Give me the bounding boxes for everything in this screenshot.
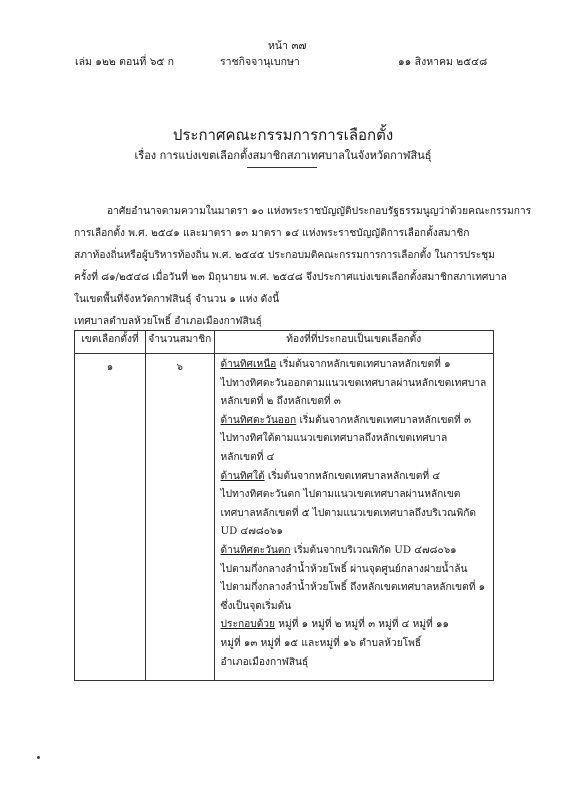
segment-line: หมู่ที่ ๑๓ หมู่ที่ ๑๕ และหมู่ที่ ๑๖ ตำบลห้วยโพธิ์ — [220, 637, 422, 649]
segment-line: เทศบาลหลักเขตที่ ๕ ไปตามแนวเขตเทศบาลถึงบริเวณพิกัด — [220, 507, 476, 519]
gazette-name: ราชกิจจานุเบกษา — [220, 56, 300, 68]
segment-line: ไปทางทิศตะวันออกตามแนวเขตเทศบาลผ่านหลักเขตเทศบาล — [220, 377, 487, 389]
table-header-row — [75, 331, 494, 354]
segment-label-composition: ประกอบด้วย — [220, 619, 276, 631]
body-line: ในเขตพื้นที่จังหวัดกาฬสินธุ์ จำนวน ๑ แห่ง ดังนี้ — [74, 294, 280, 305]
segment-line — [221, 468, 489, 487]
segment-line: ไปตามกึ่งกลางลำน้ำห้วยโพธิ์ ถึงหลักเขตเทศบาลหลักเขตที่ ๑ — [220, 582, 486, 594]
table-row — [75, 354, 494, 681]
header-area-description: ท้องที่ที่ประกอบเป็นเขตเลือกตั้ง — [214, 331, 493, 354]
body-line: ครั้งที่ ๘๑/๒๕๔๘ เมื่อวันที่ ๒๓ มิถุนายน พ.ศ. ๒๕๔๘ จึงประกาศแบ่งเขตเลือกตั้งสมาชิกสภาเทศบาล — [74, 272, 507, 283]
page-number: หน้า ๓๗ — [268, 40, 307, 52]
segment-line — [221, 412, 489, 431]
body-line: สภาท้องถิ่นหรือผู้บริหารท้องถิ่น พ.ศ. ๒๕๔๕ ประกอบมติคณะกรรมการการเลือกตั้ง ในการประชุม — [74, 250, 495, 261]
segment-line: หลักเขตที่ ๔ — [220, 451, 275, 463]
segment-line: ไปทางทิศตะวันตก ไปตามแนวเขตเทศบาลผ่านหลักเขต — [220, 489, 461, 501]
member-count: ๖ — [146, 354, 215, 681]
volume-issue: เล่ม ๑๒๒ ตอนที่ ๖๕ ก — [75, 56, 174, 68]
title-divider — [247, 167, 317, 168]
header-member-count: จำนวนสมาชิก — [146, 331, 215, 354]
segment-text: เริ่มต้นจากหลักเขตเทศบาลหลักเขตที่ ๑ — [276, 359, 451, 370]
announcement-subject: เรื่อง การแบ่งเขตเลือกตั้งสมาชิกสภาเทศบาลในจังหวัดกาฬสินธุ์ — [134, 149, 432, 162]
body-line: การเลือกตั้ง พ.ศ. ๒๕๔๑ และมาตรา ๑๓ มาตรา ๑๔ แห่งพระราชบัญญัติการเลือกตั้งสมาชิก — [74, 228, 470, 239]
announcement-title: ประกาศคณะกรรมการการเลือกตั้ง — [172, 126, 394, 144]
segment-line: UD ๔๗๘๐๖๑ — [220, 526, 283, 538]
header-district-no: เขตเลือกตั้งที่ — [75, 331, 146, 354]
segment-label-east: ด้านทิศตะวันออก — [220, 414, 297, 426]
segment-text: เริ่มต้นจากบริเวณพิกัด UD ๔๗๘๐๖๑ — [290, 544, 457, 556]
segment-line: หลักเขตที่ ๒ ถึงหลักเขตที่ ๓ — [220, 396, 341, 408]
scan-speck — [37, 756, 40, 759]
area-description — [214, 354, 493, 681]
segment-label-west: ด้านทิศตะวันตก — [220, 544, 291, 556]
segment-line — [221, 616, 489, 635]
segment-line: ซึ่งเป็นจุดเริ่มต้น — [220, 600, 292, 612]
body-line: อาศัยอำนาจตามความในมาตรา ๑๐ แห่งพระราชบัญญัติประกอบรัฐธรรมนูญว่าด้วยคณะกรรมการ — [107, 206, 532, 217]
segment-label-south: ด้านทิศใต้ — [220, 470, 265, 482]
segment-line — [221, 542, 489, 561]
district-table — [74, 330, 494, 681]
segment-line: ไปตามกึ่งกลางลำน้ำห้วยโพธิ์ ผ่านจุดศูนย์กลางฝายน้ำล้น — [220, 563, 468, 575]
segment-text: เริ่มต้นจากหลักเขตเทศบาลหลักเขตที่ ๓ — [296, 414, 471, 426]
segment-text: หมู่ที่ ๑ หมู่ที่ ๒ หมู่ที่ ๓ หมู่ที่ ๔ หมู่ที่ ๑๑ — [275, 619, 449, 631]
segment-line — [221, 356, 489, 375]
municipality-heading: เทศบาลตำบลห้วยโพธิ์ อำเภอเมืองกาฬสินธุ์ — [74, 316, 262, 327]
segment-label-north: ด้านทิศเหนือ — [220, 359, 277, 370]
issue-date: ๑๑ สิงหาคม ๒๕๔๘ — [398, 56, 488, 68]
segment-line: ไปทางทิศใต้ตามแนวเขตเทศบาลถึงหลักเขตเทศบาล — [220, 433, 448, 445]
segment-line: อำเภอเมืองกาฬสินธุ์ — [220, 656, 309, 668]
segment-text: เริ่มต้นจากหลักเขตเทศบาลหลักเขตที่ ๔ — [264, 470, 441, 482]
district-number: ๑ — [75, 354, 146, 681]
